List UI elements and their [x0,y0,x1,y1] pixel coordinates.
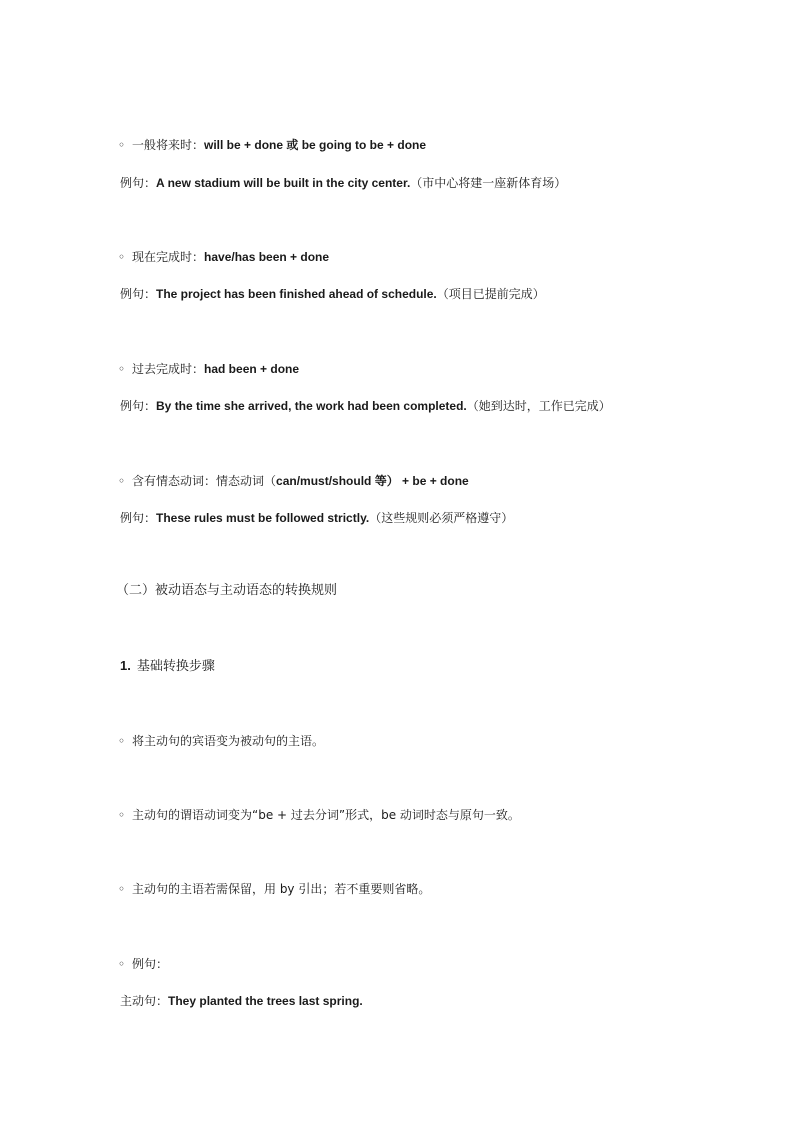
tense-item-present-perfect [118,249,329,265]
example-chinese: （这些规则必须严格遵守） [369,511,514,525]
example-english: These rules must be followed strictly. [156,511,370,525]
tense-formula: can/must/should 等） + be + done [276,474,469,488]
tense-formula: had been + done [204,362,300,376]
bullet-icon: ◦ [118,882,126,896]
tense-item-future [118,137,426,153]
active-english: They planted the trees last spring. [168,994,363,1008]
section-heading: （二）被动语态与主动语态的转换规则 [116,583,338,598]
example-sentence-present-perfect [120,286,545,302]
step-text: 主动句的主语若需保留，用 by 引出；若不重要则省略。 [132,882,431,896]
tense-formula: will be + done 或 be going to be + done [204,138,427,152]
step-item [118,807,520,823]
example-prefix: 例句： [120,287,157,301]
bullet-icon: ◦ [118,808,126,822]
tense-label: 一般将来时： [132,138,205,152]
example-chinese: （市中心将建一座新体育场） [410,176,567,190]
step-text: 将主动句的宾语变为被动句的主语。 [132,734,325,748]
tense-formula: have/has been + done [204,250,330,264]
active-sentence [120,993,363,1009]
example-chinese: （她到达时，工作已完成） [466,399,611,413]
bullet-icon: ◦ [118,362,126,376]
example-heading [118,956,168,972]
tense-label: 含有情态动词：情态动词（ [132,474,277,488]
example-english: A new stadium will be built in the city center. [156,176,411,190]
tense-label: 现在完成时： [132,250,205,264]
example-english: By the time she arrived, the work had been completed. [156,399,467,413]
bullet-icon: ◦ [118,250,126,264]
bullet-icon: ◦ [118,138,126,152]
subsection-heading [120,658,215,675]
example-chinese: （项目已提前完成） [436,287,545,301]
step-item [118,881,430,897]
example-sentence-modal [120,510,513,526]
example-english: The project has been finished ahead of schedule. [156,287,437,301]
example-sentence-past-perfect [120,398,611,414]
tense-item-modal [118,473,469,489]
example-label: 例句： [132,957,169,971]
bullet-icon: ◦ [118,734,126,748]
example-prefix: 例句： [120,511,157,525]
step-item [118,733,324,749]
bullet-icon: ◦ [118,957,126,971]
example-prefix: 例句： [120,176,157,190]
subsection-title: 基础转换步骤 [136,659,215,674]
bullet-icon: ◦ [118,474,126,488]
subsection-number: 1. [120,658,131,673]
tense-label: 过去完成时： [132,362,205,376]
tense-item-past-perfect [118,361,299,377]
step-text: 主动句的谓语动词变为“be + 过去分词”形式，be 动词时态与原句一致。 [132,808,520,822]
active-prefix: 主动句： [120,994,169,1008]
example-sentence-future [120,175,566,191]
example-prefix: 例句： [120,399,157,413]
